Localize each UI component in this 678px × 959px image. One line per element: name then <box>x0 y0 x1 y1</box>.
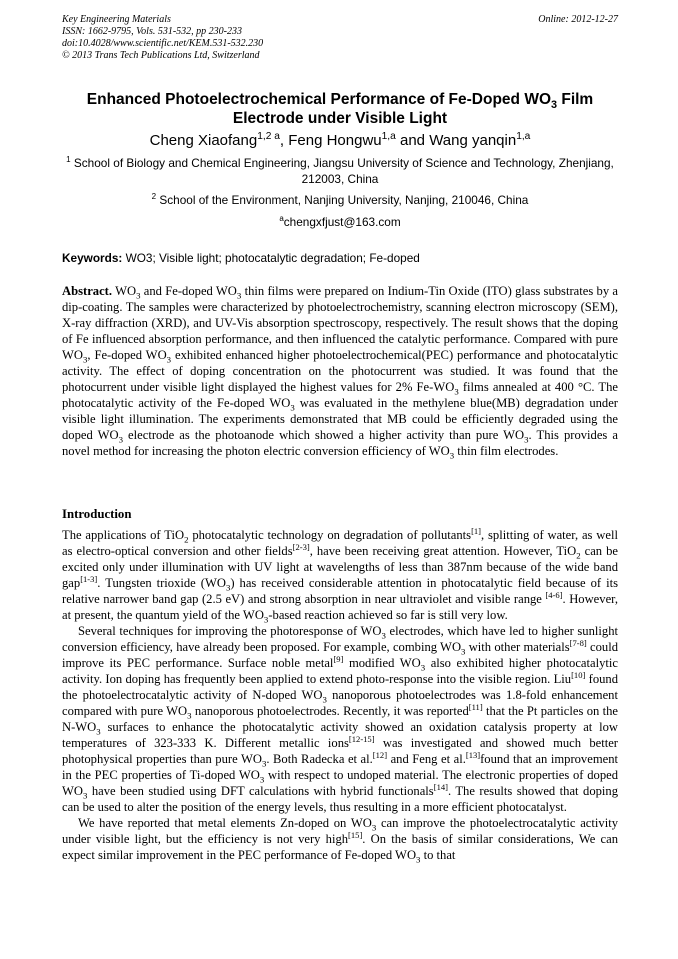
journal-name: Key Engineering Materials <box>62 14 171 25</box>
issn-line: ISSN: 1662-9795, Vols. 531-532, pp 230-233 <box>62 26 242 37</box>
intro-paragraph-2: Several techniques for improving the photoresponse of $WO_3$ electrodes, which have led to higher sunlight conversion efficiency, have already been proposed. For example, combing $WO_3$ with other materials[7-8] could improve its PEC performance. Surface noble metal[9] modified $WO_3$ also exhibited higher photocatalytic activity. Ion doping has frequently been applied to extend photo-response into the visible region. Liu[10] found the photoelectrocatalytic activity of N-doped $WO_3$ nanoporous photoelectrodes was 1.8-fold enhancement compared with pure $WO_3$ nanoporous photoelectrodes. Recently, it was reported[11] that the Pt particles on the $N-WO_3$ surfaces to enhance the photocatalytic activity showed an oxidation catalysis property at low temperatures of 323-333 K. Different metallic ions[12-15] was investigated and showed much better photophysical properties than pure $WO_3$. Both Radecka et al.[12] and Feng et al.[13]found that an improvement in the PEC properties of Ti-doped $WO_3$ with respect to undoped material. The electronic properties of doped $WO_3$ have been studied using DFT calculations with hybrid functionals[14]. The results showed that doping can be used to alter the position of the energy levels, thus resulting in a more efficient photocatalyst. <box>62 624 619 814</box>
author-name: Wang yanqin <box>429 132 517 149</box>
paper-title: Enhanced Photoelectrochemical Performance of Fe-Doped $WO_3$ Film Electrode under Visible Light <box>86 91 594 127</box>
introduction-heading: Introduction <box>62 507 132 521</box>
introduction-body <box>62 527 618 863</box>
author-name: Feng Hongwu <box>288 132 382 149</box>
copyright-line: © 2013 Trans Tech Publications Ltd, Switzerland <box>62 50 260 61</box>
journal-header <box>62 14 618 62</box>
intro-paragraph-1: The applications of TiO$_2$ photocatalytic technology on degradation of pollutants[1], splitting of water, as well as electro-optical conversion and other fields[2-3], have been receiving great attention. However, TiO$_2$ can be excited only under illumination with UV light at wavelengths of less than 387nm because of the wide band gap[1-3]. Tungsten trioxide $(WO_3)$ has received considerable attention in photocatalytic field because of its relative narrower band gap (2.5 eV) and strong absorption in near ultraviolet and visible range [4-6]. However, at present, the quantum yield of the $WO_3$-based reaction achieved so far is still very low. <box>62 525 618 625</box>
affiliation-1: $^1$ School of Biology and Chemical Engineering, Jiangsu University of Science and Technology, Zhenjiang, 212003, China <box>66 155 614 186</box>
abstract-label: Abstract. <box>62 284 113 298</box>
doi-line: doi:10.4028/www.scientific.net/KEM.531-532.230 <box>62 38 264 49</box>
abstract: Abstract. $WO_3$ and Fe-doped $WO_3$ thin films were prepared on Indium-Tin Oxide (ITO) glass substrates by a dip-coating. The samples were characterized by photoelectrochemistry, scanning electron microscopy (SEM), X-ray diffraction (XRD), and UV-Vis absorption spectroscopy, respectively. The result shows that the doping of Fe influenced absorption performance, and then influenced the catalytic performance. Compared with pure $WO_3$, Fe-doped $WO_3$ exhibited enhanced higher photoelectrochemical(PEC) performance and photocatalytic activity. The effect of doping concentration on the photocurrent was studied. It was found that the photocurrent under visible light displayed the highest values for 2% $Fe-WO_3$ films annealed at 400 °C. The photocatalytic activity of the Fe-doped $WO_3$ was evaluated in the methylene blue(MB) degradation under visible light illumination. The experiments demonstrated that MB could be efficiently degraded using the doped $WO_3$ electrode as the photoanode which showed a higher activity than pure $WO_3$. This provides a novel method for increasing the photon electric conversion efficiency of $WO_3$ thin film electrodes. <box>62 284 619 461</box>
author-name: Cheng Xiaofang <box>149 132 258 149</box>
intro-paragraph-3: We have reported that metal elements Zn-doped on $WO_3$ can improve the photoelectrocatalytic activity under visible light, but the efficiency is not very high[15]. On the basis of similar considerations, We can expect similar improvement in the PEC performance of Fe-doped $WO_3$ to that <box>62 816 618 865</box>
keywords-text: WO3; Visible light; photocatalytic degradation; Fe-doped <box>125 251 420 265</box>
author-list: Cheng Xiaofang$^{1,2 a}$, Feng Hongwu$^{1,a}$ and Wang yanqin$^{1,a}$ <box>149 131 531 149</box>
keywords-label: Keywords: <box>62 251 123 265</box>
affiliation-2: $^2$ School of the Environment, Nanjing University, Nanjing, 210046, China <box>151 192 529 207</box>
contact-email: $^a$chengxfjust@163.com <box>279 214 401 229</box>
online-date: Online: 2012-12-27 <box>538 14 618 25</box>
keywords <box>62 251 618 266</box>
